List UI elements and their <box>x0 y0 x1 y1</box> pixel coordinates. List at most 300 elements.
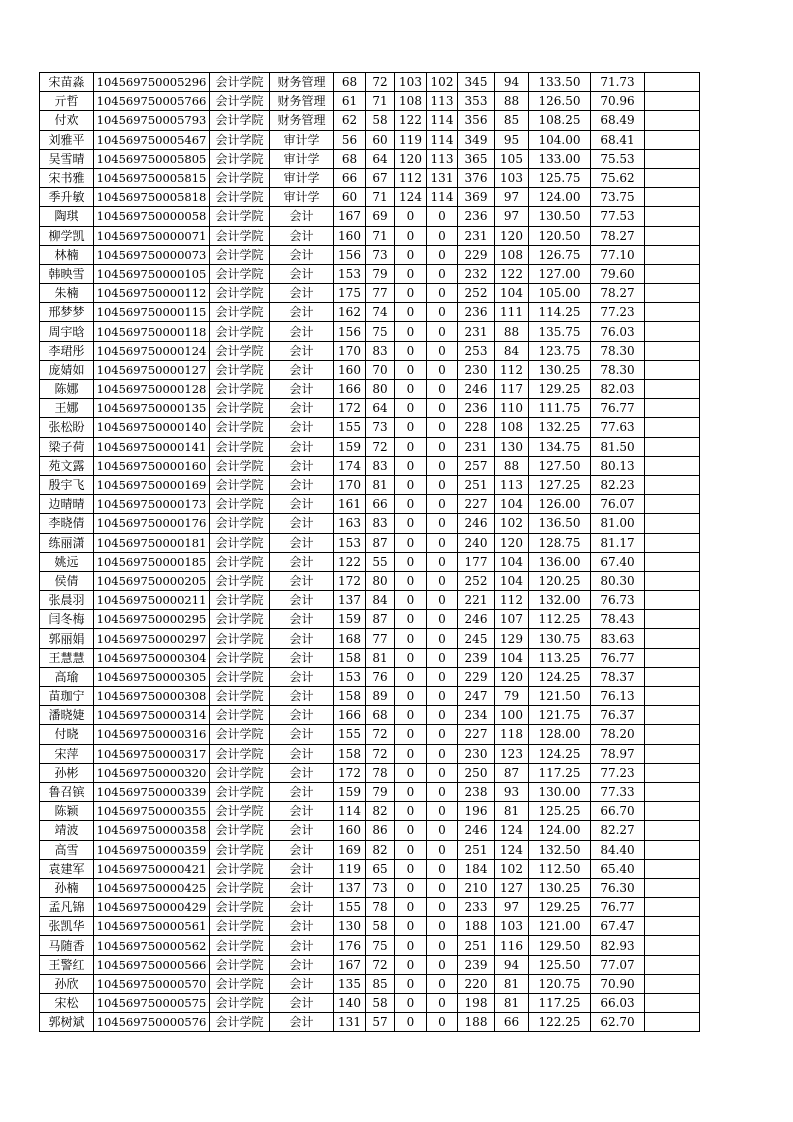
final-score-cell: 78.30 <box>591 341 645 360</box>
score-4-cell: 0 <box>427 802 458 821</box>
table-row <box>40 840 700 859</box>
name-cell: 宋萍 <box>40 744 94 763</box>
major-cell: 会计 <box>270 303 334 322</box>
score-3-cell: 124 <box>395 188 427 207</box>
score-3-cell: 0 <box>395 360 427 379</box>
name-cell: 韩映雪 <box>40 264 94 283</box>
score-4-cell: 0 <box>427 878 458 897</box>
score-1-cell: 155 <box>334 418 366 437</box>
total-score-cell: 236 <box>458 303 495 322</box>
retest-2-cell: 120.75 <box>529 974 591 993</box>
score-3-cell: 0 <box>395 571 427 590</box>
score-3-cell: 0 <box>395 418 427 437</box>
retest-1-cell: 87 <box>495 763 529 782</box>
score-2-cell: 72 <box>366 744 395 763</box>
major-cell: 财务管理 <box>270 73 334 92</box>
total-score-cell: 227 <box>458 725 495 744</box>
candidate-id-cell: 104569750000185 <box>94 552 210 571</box>
score-table <box>39 72 700 1032</box>
score-1-cell: 137 <box>334 591 366 610</box>
college-cell: 会计学院 <box>210 687 270 706</box>
final-score-cell: 77.23 <box>591 303 645 322</box>
name-cell: 张晨羽 <box>40 591 94 610</box>
score-2-cell: 84 <box>366 591 395 610</box>
remark-cell <box>645 821 700 840</box>
retest-2-cell: 105.00 <box>529 284 591 303</box>
score-3-cell: 0 <box>395 533 427 552</box>
score-2-cell: 57 <box>366 1013 395 1032</box>
retest-1-cell: 79 <box>495 687 529 706</box>
score-2-cell: 83 <box>366 341 395 360</box>
score-1-cell: 155 <box>334 725 366 744</box>
score-2-cell: 79 <box>366 782 395 801</box>
retest-1-cell: 111 <box>495 303 529 322</box>
major-cell: 会计 <box>270 207 334 226</box>
remark-cell <box>645 782 700 801</box>
final-score-cell: 77.53 <box>591 207 645 226</box>
retest-1-cell: 127 <box>495 878 529 897</box>
candidate-id-cell: 104569750000317 <box>94 744 210 763</box>
score-2-cell: 73 <box>366 245 395 264</box>
retest-2-cell: 132.50 <box>529 840 591 859</box>
candidate-id-cell: 104569750000205 <box>94 571 210 590</box>
retest-2-cell: 120.25 <box>529 571 591 590</box>
candidate-id-cell: 104569750000575 <box>94 994 210 1013</box>
score-2-cell: 69 <box>366 207 395 226</box>
total-score-cell: 228 <box>458 418 495 437</box>
final-score-cell: 77.07 <box>591 955 645 974</box>
score-4-cell: 0 <box>427 245 458 264</box>
candidate-id-cell: 104569750000181 <box>94 533 210 552</box>
score-4-cell: 0 <box>427 380 458 399</box>
name-cell: 梁子荷 <box>40 437 94 456</box>
score-3-cell: 0 <box>395 859 427 878</box>
name-cell: 李晓倩 <box>40 514 94 533</box>
retest-1-cell: 88 <box>495 456 529 475</box>
score-3-cell: 0 <box>395 994 427 1013</box>
score-2-cell: 75 <box>366 322 395 341</box>
table-row <box>40 437 700 456</box>
remark-cell <box>645 629 700 648</box>
final-score-cell: 76.03 <box>591 322 645 341</box>
name-cell: 吴雪晴 <box>40 149 94 168</box>
final-score-cell: 77.10 <box>591 245 645 264</box>
score-1-cell: 137 <box>334 878 366 897</box>
score-4-cell: 0 <box>427 936 458 955</box>
candidate-id-cell: 104569750000562 <box>94 936 210 955</box>
score-4-cell: 0 <box>427 917 458 936</box>
score-4-cell: 0 <box>427 610 458 629</box>
retest-1-cell: 94 <box>495 955 529 974</box>
retest-2-cell: 108.25 <box>529 111 591 130</box>
final-score-cell: 70.96 <box>591 92 645 111</box>
remark-cell <box>645 284 700 303</box>
score-2-cell: 67 <box>366 168 395 187</box>
candidate-id-cell: 104569750000339 <box>94 782 210 801</box>
major-cell: 会计 <box>270 226 334 245</box>
name-cell: 练丽潇 <box>40 533 94 552</box>
retest-2-cell: 121.50 <box>529 687 591 706</box>
score-4-cell: 0 <box>427 994 458 1013</box>
retest-1-cell: 97 <box>495 207 529 226</box>
score-3-cell: 0 <box>395 226 427 245</box>
remark-cell <box>645 322 700 341</box>
table-row <box>40 917 700 936</box>
table-row <box>40 399 700 418</box>
table-row <box>40 533 700 552</box>
college-cell: 会计学院 <box>210 514 270 533</box>
retest-2-cell: 124.00 <box>529 188 591 207</box>
remark-cell <box>645 667 700 686</box>
table-row <box>40 514 700 533</box>
retest-1-cell: 110 <box>495 399 529 418</box>
final-score-cell: 78.20 <box>591 725 645 744</box>
score-1-cell: 119 <box>334 859 366 878</box>
college-cell: 会计学院 <box>210 955 270 974</box>
retest-2-cell: 134.75 <box>529 437 591 456</box>
major-cell: 会计 <box>270 245 334 264</box>
major-cell: 会计 <box>270 782 334 801</box>
score-4-cell: 0 <box>427 456 458 475</box>
retest-2-cell: 123.75 <box>529 341 591 360</box>
retest-1-cell: 112 <box>495 360 529 379</box>
name-cell: 鲁召镔 <box>40 782 94 801</box>
name-cell: 陶琪 <box>40 207 94 226</box>
retest-1-cell: 102 <box>495 514 529 533</box>
major-cell: 会计 <box>270 456 334 475</box>
remark-cell <box>645 725 700 744</box>
remark-cell <box>645 456 700 475</box>
remark-cell <box>645 226 700 245</box>
score-1-cell: 153 <box>334 667 366 686</box>
final-score-cell: 76.30 <box>591 878 645 897</box>
name-cell: 郭树斌 <box>40 1013 94 1032</box>
final-score-cell: 76.73 <box>591 591 645 610</box>
score-4-cell: 0 <box>427 898 458 917</box>
candidate-id-cell: 104569750000359 <box>94 840 210 859</box>
final-score-cell: 77.63 <box>591 418 645 437</box>
total-score-cell: 246 <box>458 610 495 629</box>
table-row <box>40 92 700 111</box>
table-row <box>40 571 700 590</box>
table-row <box>40 782 700 801</box>
score-3-cell: 0 <box>395 763 427 782</box>
college-cell: 会计学院 <box>210 610 270 629</box>
retest-2-cell: 132.00 <box>529 591 591 610</box>
retest-1-cell: 104 <box>495 284 529 303</box>
retest-2-cell: 122.25 <box>529 1013 591 1032</box>
score-3-cell: 0 <box>395 898 427 917</box>
score-4-cell: 0 <box>427 264 458 283</box>
score-1-cell: 172 <box>334 571 366 590</box>
college-cell: 会计学院 <box>210 341 270 360</box>
major-cell: 会计 <box>270 936 334 955</box>
final-score-cell: 77.33 <box>591 782 645 801</box>
score-4-cell: 0 <box>427 821 458 840</box>
score-2-cell: 72 <box>366 437 395 456</box>
retest-2-cell: 129.25 <box>529 380 591 399</box>
major-cell: 会计 <box>270 763 334 782</box>
candidate-id-cell: 104569750000140 <box>94 418 210 437</box>
final-score-cell: 75.53 <box>591 149 645 168</box>
major-cell: 审计学 <box>270 130 334 149</box>
score-3-cell: 0 <box>395 936 427 955</box>
candidate-id-cell: 104569750005766 <box>94 92 210 111</box>
retest-1-cell: 104 <box>495 648 529 667</box>
major-cell: 财务管理 <box>270 111 334 130</box>
college-cell: 会计学院 <box>210 802 270 821</box>
total-score-cell: 220 <box>458 974 495 993</box>
candidate-id-cell: 104569750000105 <box>94 264 210 283</box>
score-1-cell: 170 <box>334 341 366 360</box>
major-cell: 会计 <box>270 341 334 360</box>
score-4-cell: 0 <box>427 687 458 706</box>
college-cell: 会计学院 <box>210 207 270 226</box>
score-2-cell: 87 <box>366 610 395 629</box>
score-1-cell: 174 <box>334 456 366 475</box>
name-cell: 季升敏 <box>40 188 94 207</box>
name-cell: 马随香 <box>40 936 94 955</box>
remark-cell <box>645 571 700 590</box>
retest-1-cell: 97 <box>495 898 529 917</box>
score-4-cell: 0 <box>427 495 458 514</box>
score-2-cell: 75 <box>366 936 395 955</box>
retest-2-cell: 130.50 <box>529 207 591 226</box>
major-cell: 审计学 <box>270 188 334 207</box>
name-cell: 殷宇飞 <box>40 475 94 494</box>
candidate-id-cell: 104569750005793 <box>94 111 210 130</box>
score-2-cell: 80 <box>366 571 395 590</box>
total-score-cell: 229 <box>458 245 495 264</box>
score-2-cell: 79 <box>366 264 395 283</box>
score-1-cell: 56 <box>334 130 366 149</box>
remark-cell <box>645 648 700 667</box>
college-cell: 会计学院 <box>210 149 270 168</box>
retest-1-cell: 122 <box>495 264 529 283</box>
score-2-cell: 55 <box>366 552 395 571</box>
name-cell: 付欢 <box>40 111 94 130</box>
score-2-cell: 87 <box>366 533 395 552</box>
final-score-cell: 62.70 <box>591 1013 645 1032</box>
retest-1-cell: 100 <box>495 706 529 725</box>
candidate-id-cell: 104569750000304 <box>94 648 210 667</box>
score-3-cell: 0 <box>395 264 427 283</box>
table-row <box>40 859 700 878</box>
final-score-cell: 81.17 <box>591 533 645 552</box>
score-1-cell: 163 <box>334 514 366 533</box>
table-row <box>40 802 700 821</box>
score-4-cell: 0 <box>427 399 458 418</box>
college-cell: 会计学院 <box>210 821 270 840</box>
score-4-cell: 0 <box>427 706 458 725</box>
retest-2-cell: 121.75 <box>529 706 591 725</box>
score-3-cell: 0 <box>395 725 427 744</box>
name-cell: 闫冬梅 <box>40 610 94 629</box>
candidate-id-cell: 104569750000355 <box>94 802 210 821</box>
final-score-cell: 71.73 <box>591 73 645 92</box>
remark-cell <box>645 533 700 552</box>
name-cell: 靖波 <box>40 821 94 840</box>
score-2-cell: 81 <box>366 648 395 667</box>
score-3-cell: 0 <box>395 284 427 303</box>
score-3-cell: 0 <box>395 380 427 399</box>
score-1-cell: 140 <box>334 994 366 1013</box>
score-4-cell: 114 <box>427 111 458 130</box>
college-cell: 会计学院 <box>210 533 270 552</box>
retest-1-cell: 81 <box>495 802 529 821</box>
candidate-id-cell: 104569750000570 <box>94 974 210 993</box>
score-1-cell: 175 <box>334 284 366 303</box>
major-cell: 会计 <box>270 725 334 744</box>
college-cell: 会计学院 <box>210 667 270 686</box>
total-score-cell: 188 <box>458 1013 495 1032</box>
remark-cell <box>645 898 700 917</box>
remark-cell <box>645 706 700 725</box>
score-4-cell: 0 <box>427 284 458 303</box>
major-cell: 审计学 <box>270 149 334 168</box>
final-score-cell: 66.70 <box>591 802 645 821</box>
score-1-cell: 158 <box>334 744 366 763</box>
score-2-cell: 73 <box>366 878 395 897</box>
candidate-id-cell: 104569750000115 <box>94 303 210 322</box>
final-score-cell: 80.13 <box>591 456 645 475</box>
college-cell: 会计学院 <box>210 322 270 341</box>
retest-1-cell: 123 <box>495 744 529 763</box>
candidate-id-cell: 104569750000160 <box>94 456 210 475</box>
score-2-cell: 77 <box>366 284 395 303</box>
remark-cell <box>645 878 700 897</box>
retest-1-cell: 103 <box>495 168 529 187</box>
major-cell: 会计 <box>270 744 334 763</box>
final-score-cell: 67.40 <box>591 552 645 571</box>
score-1-cell: 114 <box>334 802 366 821</box>
remark-cell <box>645 687 700 706</box>
score-4-cell: 0 <box>427 591 458 610</box>
major-cell: 会计 <box>270 821 334 840</box>
total-score-cell: 239 <box>458 955 495 974</box>
score-3-cell: 122 <box>395 111 427 130</box>
score-4-cell: 131 <box>427 168 458 187</box>
remark-cell <box>645 994 700 1013</box>
score-3-cell: 120 <box>395 149 427 168</box>
total-score-cell: 229 <box>458 667 495 686</box>
major-cell: 会计 <box>270 514 334 533</box>
retest-1-cell: 120 <box>495 667 529 686</box>
score-1-cell: 68 <box>334 149 366 168</box>
total-score-cell: 257 <box>458 456 495 475</box>
retest-1-cell: 124 <box>495 840 529 859</box>
major-cell: 会计 <box>270 380 334 399</box>
retest-1-cell: 108 <box>495 245 529 264</box>
score-4-cell: 0 <box>427 226 458 245</box>
table-body <box>40 73 700 1032</box>
table-row <box>40 898 700 917</box>
candidate-id-cell: 104569750000112 <box>94 284 210 303</box>
score-3-cell: 0 <box>395 245 427 264</box>
score-1-cell: 172 <box>334 399 366 418</box>
retest-2-cell: 117.25 <box>529 994 591 1013</box>
score-3-cell: 0 <box>395 552 427 571</box>
score-4-cell: 0 <box>427 1013 458 1032</box>
score-2-cell: 60 <box>366 130 395 149</box>
score-3-cell: 0 <box>395 514 427 533</box>
score-1-cell: 169 <box>334 840 366 859</box>
college-cell: 会计学院 <box>210 475 270 494</box>
name-cell: 孙彬 <box>40 763 94 782</box>
score-4-cell: 0 <box>427 207 458 226</box>
major-cell: 会计 <box>270 533 334 552</box>
name-cell: 宋书雅 <box>40 168 94 187</box>
retest-2-cell: 130.25 <box>529 878 591 897</box>
college-cell: 会计学院 <box>210 706 270 725</box>
retest-1-cell: 104 <box>495 495 529 514</box>
college-cell: 会计学院 <box>210 936 270 955</box>
candidate-id-cell: 104569750000176 <box>94 514 210 533</box>
score-1-cell: 162 <box>334 303 366 322</box>
candidate-id-cell: 104569750000058 <box>94 207 210 226</box>
score-4-cell: 0 <box>427 667 458 686</box>
remark-cell <box>645 168 700 187</box>
table-row <box>40 629 700 648</box>
table-row <box>40 149 700 168</box>
score-2-cell: 72 <box>366 73 395 92</box>
retest-1-cell: 97 <box>495 188 529 207</box>
retest-1-cell: 120 <box>495 533 529 552</box>
final-score-cell: 75.62 <box>591 168 645 187</box>
retest-1-cell: 113 <box>495 475 529 494</box>
major-cell: 会计 <box>270 264 334 283</box>
total-score-cell: 234 <box>458 706 495 725</box>
score-2-cell: 83 <box>366 514 395 533</box>
final-score-cell: 82.27 <box>591 821 645 840</box>
score-3-cell: 0 <box>395 610 427 629</box>
score-4-cell: 0 <box>427 475 458 494</box>
remark-cell <box>645 73 700 92</box>
retest-1-cell: 120 <box>495 226 529 245</box>
total-score-cell: 177 <box>458 552 495 571</box>
name-cell: 李珺彤 <box>40 341 94 360</box>
name-cell: 庞婧如 <box>40 360 94 379</box>
total-score-cell: 247 <box>458 687 495 706</box>
table-row <box>40 667 700 686</box>
final-score-cell: 81.50 <box>591 437 645 456</box>
retest-1-cell: 118 <box>495 725 529 744</box>
college-cell: 会计学院 <box>210 380 270 399</box>
candidate-id-cell: 104569750000297 <box>94 629 210 648</box>
candidate-id-cell: 104569750000314 <box>94 706 210 725</box>
remark-cell <box>645 955 700 974</box>
candidate-id-cell: 104569750000305 <box>94 667 210 686</box>
score-1-cell: 168 <box>334 629 366 648</box>
score-3-cell: 0 <box>395 840 427 859</box>
name-cell: 孙欣 <box>40 974 94 993</box>
remark-cell <box>645 1013 700 1032</box>
major-cell: 会计 <box>270 1013 334 1032</box>
retest-1-cell: 104 <box>495 552 529 571</box>
table-row <box>40 130 700 149</box>
candidate-id-cell: 104569750000124 <box>94 341 210 360</box>
table-row <box>40 763 700 782</box>
total-score-cell: 188 <box>458 917 495 936</box>
score-1-cell: 135 <box>334 974 366 993</box>
score-3-cell: 0 <box>395 341 427 360</box>
final-score-cell: 68.49 <box>591 111 645 130</box>
remark-cell <box>645 92 700 111</box>
candidate-id-cell: 104569750000169 <box>94 475 210 494</box>
name-cell: 邢梦梦 <box>40 303 94 322</box>
college-cell: 会计学院 <box>210 552 270 571</box>
score-4-cell: 114 <box>427 188 458 207</box>
